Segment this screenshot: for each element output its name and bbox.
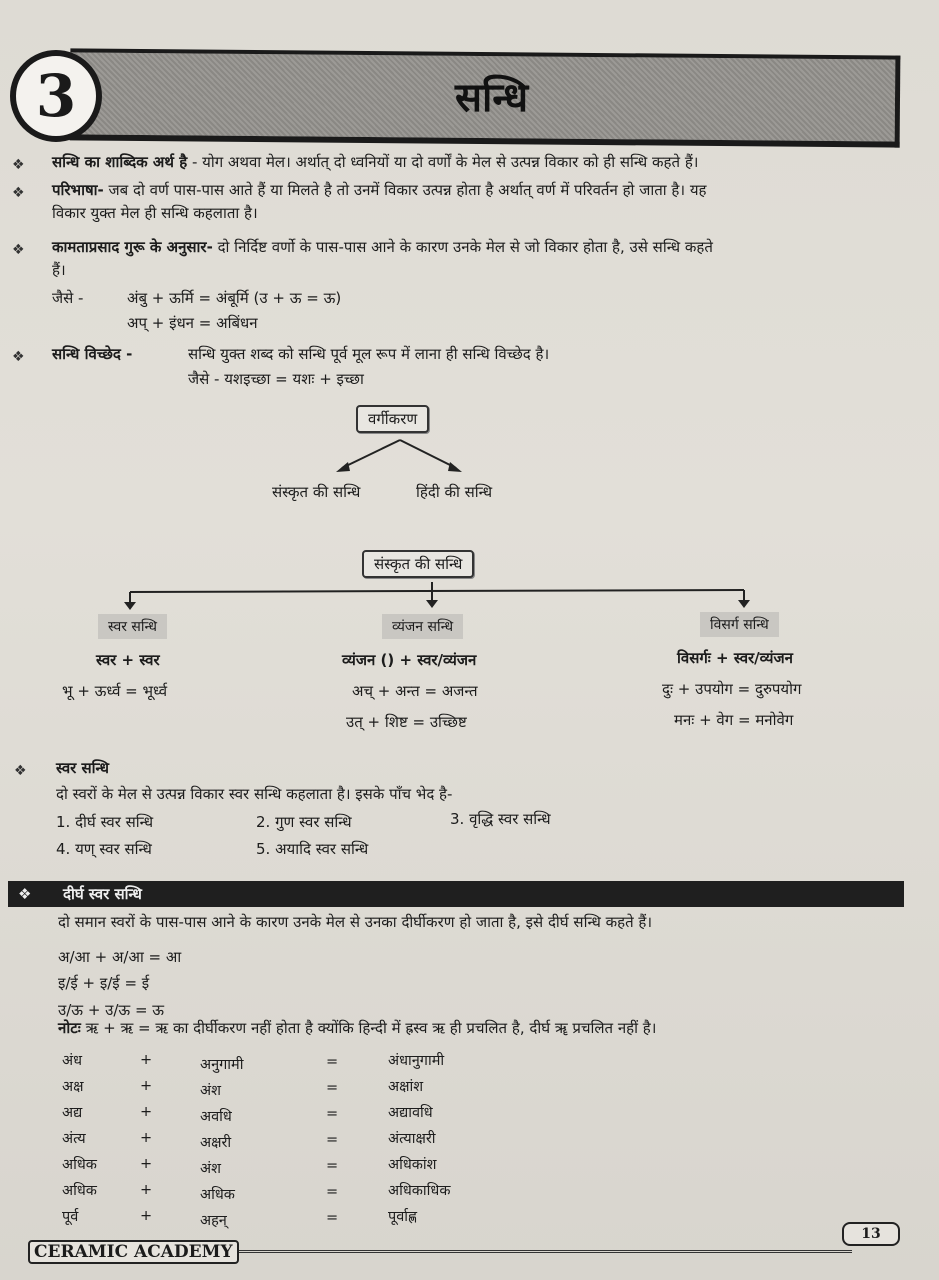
footer-rule — [232, 1250, 852, 1253]
row-equals: = — [326, 1210, 339, 1226]
page-number: 13 — [842, 1222, 900, 1246]
swar-formula: स्वर + स्वर — [96, 651, 160, 669]
row-plus: + — [140, 1208, 153, 1224]
classification-arrows — [330, 438, 470, 478]
row-result: अंधानुगामी — [388, 1053, 445, 1069]
row-result: अधिकांश — [388, 1157, 437, 1173]
sanskrit-tree-connectors — [120, 582, 760, 612]
dirgh-rule-1: अ/आ + अ/आ = आ — [58, 948, 182, 966]
row-word-a: अधिक — [62, 1183, 97, 1199]
diamond-bullet-icon: ❖ — [12, 185, 25, 201]
dirgh-heading: दीर्घ स्वर सन्धि — [63, 885, 142, 903]
row-plus: + — [140, 1156, 153, 1172]
visarg-example-1: दुः + उपयोग = दुरुपयोग — [662, 680, 802, 698]
row-equals: = — [326, 1132, 339, 1148]
classification-hindi: हिंदी की सन्धि — [416, 483, 493, 501]
swar-type-4: 4. यण् स्वर सन्धि — [56, 840, 152, 858]
sanskrit-root-box: संस्कृत की सन्धि — [362, 550, 474, 578]
sandhi-vichhed-example: जैसे - यशइच्छा = यशः + इच्छा — [188, 370, 364, 388]
swar-type-3: 3. वृद्धि स्वर सन्धि — [450, 810, 551, 828]
row-equals: = — [326, 1080, 339, 1096]
dirgh-rule-3: उ/ऊ + उ/ऊ = ऊ — [58, 1001, 165, 1019]
paragraph-kamtaprasad-line2: हैं। — [52, 261, 66, 279]
diamond-bullet-icon: ❖ — [18, 885, 32, 903]
dirgh-section-bar — [8, 881, 904, 907]
example-line-2: अप् + इंधन = अबिंधन — [127, 314, 258, 332]
row-equals: = — [326, 1158, 339, 1174]
dirgh-rule-2: इ/ई + इ/ई = ई — [58, 974, 150, 992]
row-result: अक्षांश — [388, 1079, 424, 1095]
visarg-formula: विसर्गः + स्वर/व्यंजन — [677, 649, 793, 667]
row-plus: + — [140, 1182, 153, 1198]
row-result: अधिकाधिक — [388, 1183, 451, 1199]
vyanjan-formula: व्यंजन () + स्वर/व्यंजन — [342, 651, 477, 669]
vyanjan-example-1: अच् + अन्त = अजन्त — [352, 682, 478, 700]
row-result: अंत्याक्षरी — [388, 1131, 436, 1147]
paragraph-definition-line2: विकार युक्त मेल ही सन्धि कहलाता है। — [52, 204, 258, 222]
classification-root-box: वर्गीकरण — [356, 405, 429, 433]
dirgh-note: नोटः ऋ + ऋ = ऋ का दीर्घीकरण नहीं होता है क्योंकि हिन्दी में ह्रस्व ऋ ही प्रचलित है, दीर्घ ॠ प्रचलित नहीं है। — [58, 1019, 657, 1037]
row-equals: = — [326, 1054, 339, 1070]
row-word-b: अक्षरी — [200, 1135, 232, 1151]
vyanjan-sandhi-label: व्यंजन सन्धि — [382, 614, 463, 639]
paragraph-definition: परिभाषा- जब दो वर्ण पास-पास आते हैं या मिलते है तो उनमें विकार उत्पन्न होता है अर्थात् वर्ण में परिवर्तन हो जाता है। यह — [52, 181, 707, 199]
diamond-bullet-icon: ❖ — [14, 763, 27, 779]
swar-type-5: 5. अयादि स्वर सन्धि — [256, 840, 369, 858]
row-word-b: अधिक — [200, 1187, 235, 1203]
row-word-b: अंश — [200, 1161, 221, 1177]
row-word-a: अद्य — [62, 1105, 83, 1121]
swar-type-1: 1. दीर्घ स्वर सन्धि — [56, 813, 154, 831]
swar-type-2: 2. गुण स्वर सन्धि — [256, 813, 352, 831]
chapter-title: सन्धि — [455, 74, 529, 121]
row-word-a: अक्ष — [62, 1079, 84, 1095]
row-word-a: अंध — [62, 1053, 82, 1069]
row-plus: + — [140, 1078, 153, 1094]
row-word-a: पूर्व — [62, 1209, 79, 1225]
row-word-a: अंत्य — [62, 1131, 86, 1147]
swar-sandhi-text: दो स्वरों के मेल से उत्पन्न विकार स्वर सन्धि कहलाता है। इसके पाँच भेद है- — [56, 785, 453, 803]
diamond-bullet-icon: ❖ — [12, 242, 25, 258]
visarg-example-2: मनः + वेग = मनोवेग — [674, 711, 794, 729]
swar-sandhi-label: स्वर सन्धि — [98, 614, 167, 639]
paragraph-kamtaprasad: कामताप्रसाद गुरू के अनुसार- दो निर्दिष्ट वर्णो के पास-पास आने के कारण उनके मेल से जो विकार होता है, उसे सन्धि कहते — [52, 238, 713, 256]
row-equals: = — [326, 1184, 339, 1200]
diamond-bullet-icon: ❖ — [12, 157, 25, 173]
row-word-a: अधिक — [62, 1157, 97, 1173]
row-result: पूर्वाह्ण — [388, 1209, 418, 1225]
paragraph-literal-meaning: सन्धि का शाब्दिक अर्थ है - योग अथवा मेल। अर्थात् दो ध्वनियों या दो वर्णों के मेल से उत्पन्न विकार को ही सन्धि कहते हैं। — [52, 153, 699, 171]
row-equals: = — [326, 1106, 339, 1122]
row-plus: + — [140, 1052, 153, 1068]
swar-sandhi-heading: स्वर सन्धि — [56, 759, 109, 777]
row-word-b: अनुगामी — [200, 1057, 244, 1073]
swar-example-1: भू + ऊर्ध्व = भूर्ध्व — [62, 682, 168, 700]
diamond-bullet-icon: ❖ — [12, 349, 25, 365]
vyanjan-example-2: उत् + शिष्ट = उच्छिष्ट — [346, 713, 467, 731]
sandhi-vichhed-label: सन्धि विच्छेद - — [52, 345, 133, 363]
row-word-b: अंश — [200, 1083, 221, 1099]
row-word-b: अहन् — [200, 1213, 227, 1229]
example-line-1: अंबु + ऊर्मि = अंबूर्मि (उ + ऊ = ऊ) — [127, 289, 342, 307]
chapter-number-badge: 3 — [10, 50, 102, 142]
dirgh-text: दो समान स्वरों के पास-पास आने के कारण उनके मेल से उनका दीर्घीकरण हो जाता है, इसे दीर्घ सन्धि कहते हैं। — [58, 913, 653, 931]
row-word-b: अवधि — [200, 1109, 232, 1125]
sandhi-vichhed-text: सन्धि युक्त शब्द को सन्धि पूर्व मूल रूप में लाना ही सन्धि विच्छेद है। — [188, 345, 550, 363]
footer-brand: CERAMIC ACADEMY — [28, 1240, 239, 1264]
visarg-sandhi-label: विसर्ग सन्धि — [700, 612, 779, 637]
row-plus: + — [140, 1104, 153, 1120]
row-plus: + — [140, 1130, 153, 1146]
example-label: जैसे - — [52, 289, 84, 307]
classification-sanskrit: संस्कृत की सन्धि — [272, 483, 361, 501]
row-result: अद्यावधि — [388, 1105, 433, 1121]
